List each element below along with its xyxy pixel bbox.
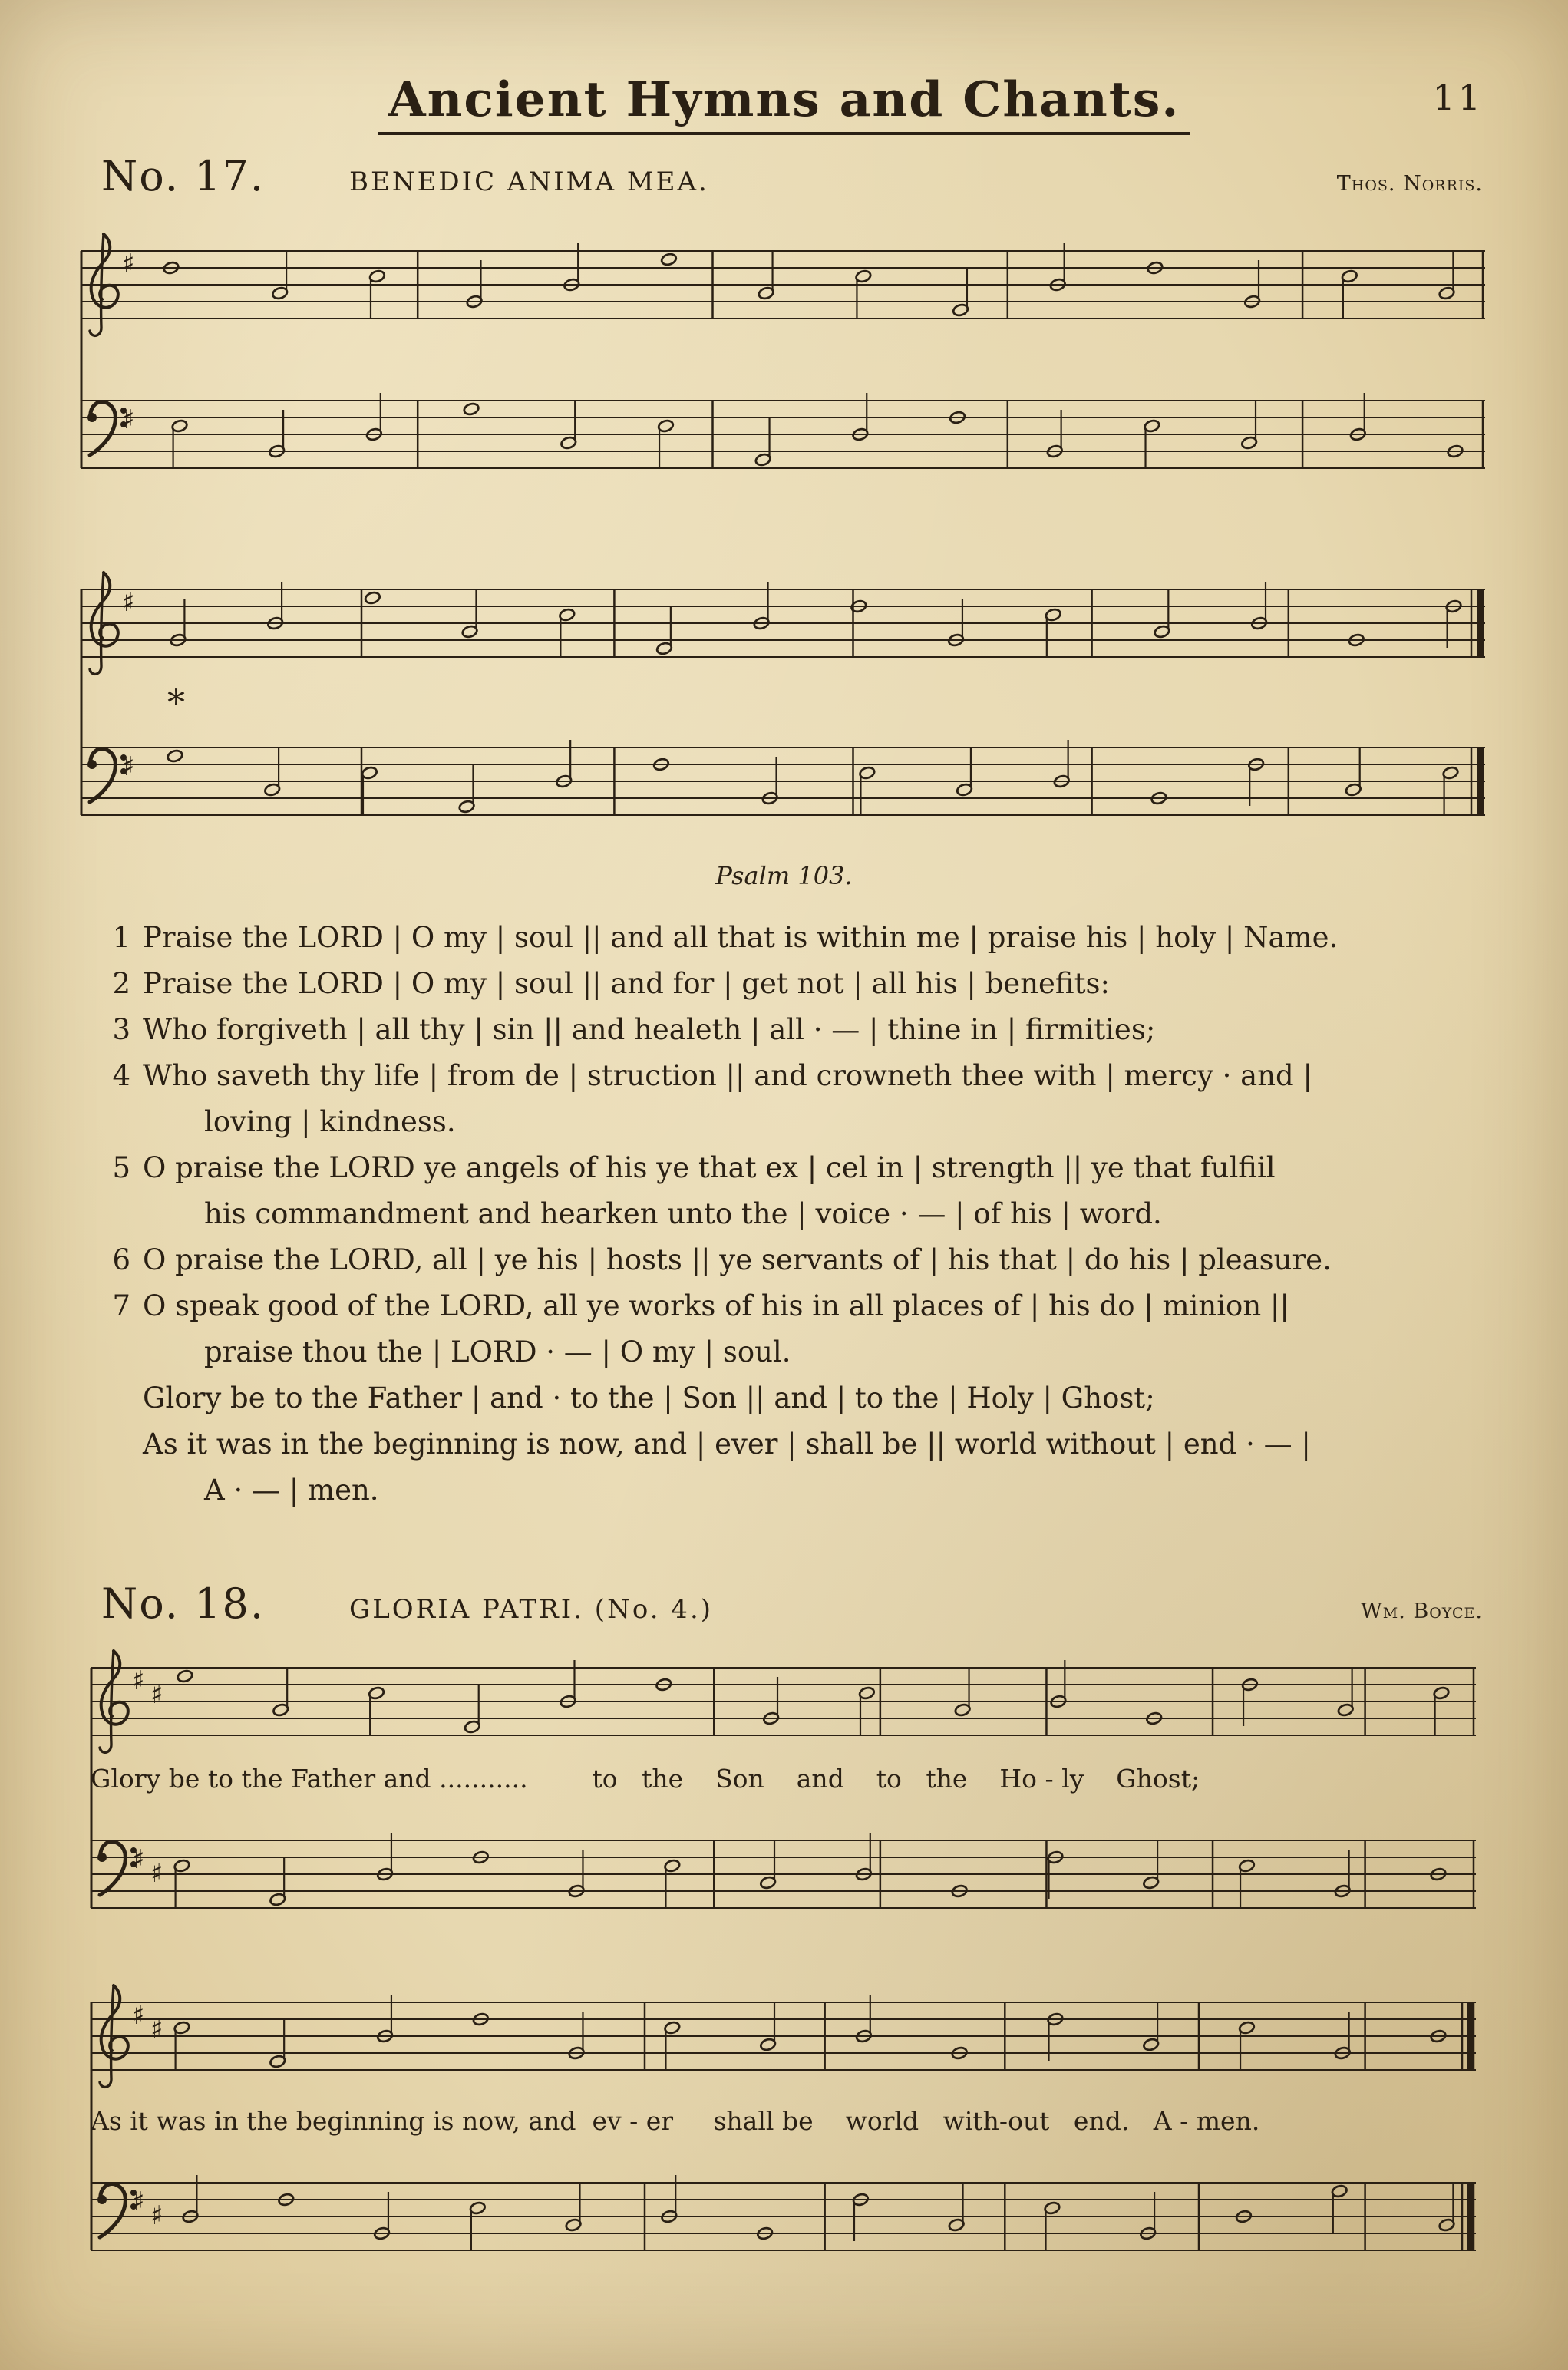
svg-text:♯: ♯: [132, 2000, 145, 2031]
verse-asitwas: [98, 1421, 1491, 1467]
svg-text:♯: ♯: [132, 2187, 145, 2217]
hymn18-lyric-line2: As it was in the beginning is now, and ev - er shall be world with-out end. A - men.: [91, 2106, 1260, 2136]
verse-text: Praise the LORD | O my | soul || and for | get not | all his | benefits:: [143, 967, 1110, 1000]
verse-5-continuation: [98, 1191, 1491, 1237]
verse-number: 2: [112, 967, 130, 1000]
verse-text: Who forgiveth | all thy | sin || and healeth | all · — | thine in | firmities;: [143, 1013, 1156, 1046]
hymn18-lyric-line1: Glory be to the Father and ........... to the Son and to the Ho - ly Ghost;: [91, 1764, 1200, 1794]
verse-6: [98, 1237, 1491, 1283]
verse-gloria: [98, 1375, 1491, 1421]
verse-number: 1: [112, 921, 130, 954]
verse-number-spacer: [98, 1467, 130, 1513]
svg-text:♯: ♯: [122, 249, 135, 279]
verse-2: [98, 961, 1491, 1007]
hymn18-composer: Wm. Boyce.: [1361, 1599, 1483, 1623]
hymn18-heading: [101, 1579, 1483, 1628]
svg-text:♯: ♯: [122, 404, 135, 435]
verse-4-continuation: [98, 1099, 1491, 1145]
verse-number-spacer: [98, 1191, 130, 1237]
verse-text: loving | kindness.: [204, 1105, 456, 1138]
verse-number: 3: [112, 1013, 130, 1046]
hymn18-title: GLORIA PATRI. (No. 4.): [349, 1594, 714, 1625]
verse-text: praise thou the | LORD · — | O my | soul.: [204, 1335, 791, 1368]
verse-text: O praise the LORD, all | ye his | hosts || ye servants of | his that | do his | pleasure.: [143, 1243, 1332, 1276]
verse-text: his commandment and hearken unto the | voice · — | of his | word.: [204, 1197, 1162, 1230]
svg-text:♯: ♯: [150, 1679, 163, 1710]
music-system-hymn17-line2: [73, 563, 1493, 854]
verse-number-spacer: [98, 1329, 130, 1375]
verse-3: [98, 1007, 1491, 1053]
running-head: [0, 71, 1568, 135]
psalm-verses: [98, 915, 1491, 1513]
svg-text:♯: ♯: [150, 1858, 163, 1889]
verse-text: O praise the LORD ye angels of his ye that ex | cel in | strength || ye that fulfiil: [143, 1151, 1276, 1184]
verse-text: A · — | men.: [204, 1474, 379, 1507]
hymn17-composer: Thos. Norris.: [1336, 172, 1483, 196]
psalm-heading: Psalm 103.: [715, 861, 853, 890]
verse-text: As it was in the beginning is now, and | ever | shall be || world without | end · — |: [143, 1428, 1311, 1461]
svg-text:♯: ♯: [132, 1844, 145, 1875]
hymn17-title: BENEDIC ANIMA MEA.: [349, 167, 709, 197]
verse-number: [98, 1375, 130, 1421]
footnote-asterisk: *: [167, 682, 185, 723]
verse-7-continuation: [98, 1329, 1491, 1375]
svg-text:♯: ♯: [132, 1665, 145, 1696]
verse-number: 6: [112, 1243, 130, 1276]
svg-text:♯: ♯: [150, 2014, 163, 2045]
hymn17-number: No. 17.: [101, 152, 266, 200]
verse-number: 4: [112, 1059, 130, 1092]
svg-text:♯: ♯: [122, 751, 135, 782]
verse-number: 7: [112, 1289, 130, 1322]
verse-asitwas-continuation: [98, 1467, 1491, 1513]
verse-number-spacer: [98, 1099, 130, 1145]
verse-text: Glory be to the Father | and · to the | Son || and | to the | Holy | Ghost;: [143, 1381, 1155, 1414]
hymn18-number: No. 18.: [101, 1579, 266, 1628]
verse-1: [98, 915, 1491, 961]
svg-text:♯: ♯: [122, 587, 135, 618]
page-title: Ancient Hymns and Chants.: [378, 71, 1191, 135]
verse-number: [98, 1421, 130, 1467]
svg-text:♯: ♯: [150, 2200, 163, 2231]
verse-text: Who saveth thy life | from de | struction || and crowneth thee with | mercy · and |: [143, 1059, 1312, 1092]
verse-4: [98, 1053, 1491, 1099]
verse-7: [98, 1283, 1491, 1329]
verse-number: 5: [112, 1151, 130, 1184]
page-number: 11: [1432, 77, 1484, 118]
music-system-hymn17-line1: [73, 224, 1493, 504]
hymn17-heading: [101, 152, 1483, 200]
verse-text: Praise the LORD | O my | soul || and all that is within me | praise his | holy | Name.: [143, 921, 1339, 954]
verse-5: [98, 1145, 1491, 1191]
verse-text: O speak good of the LORD, all ye works of his in all places of | his do | minion ||: [143, 1289, 1289, 1322]
